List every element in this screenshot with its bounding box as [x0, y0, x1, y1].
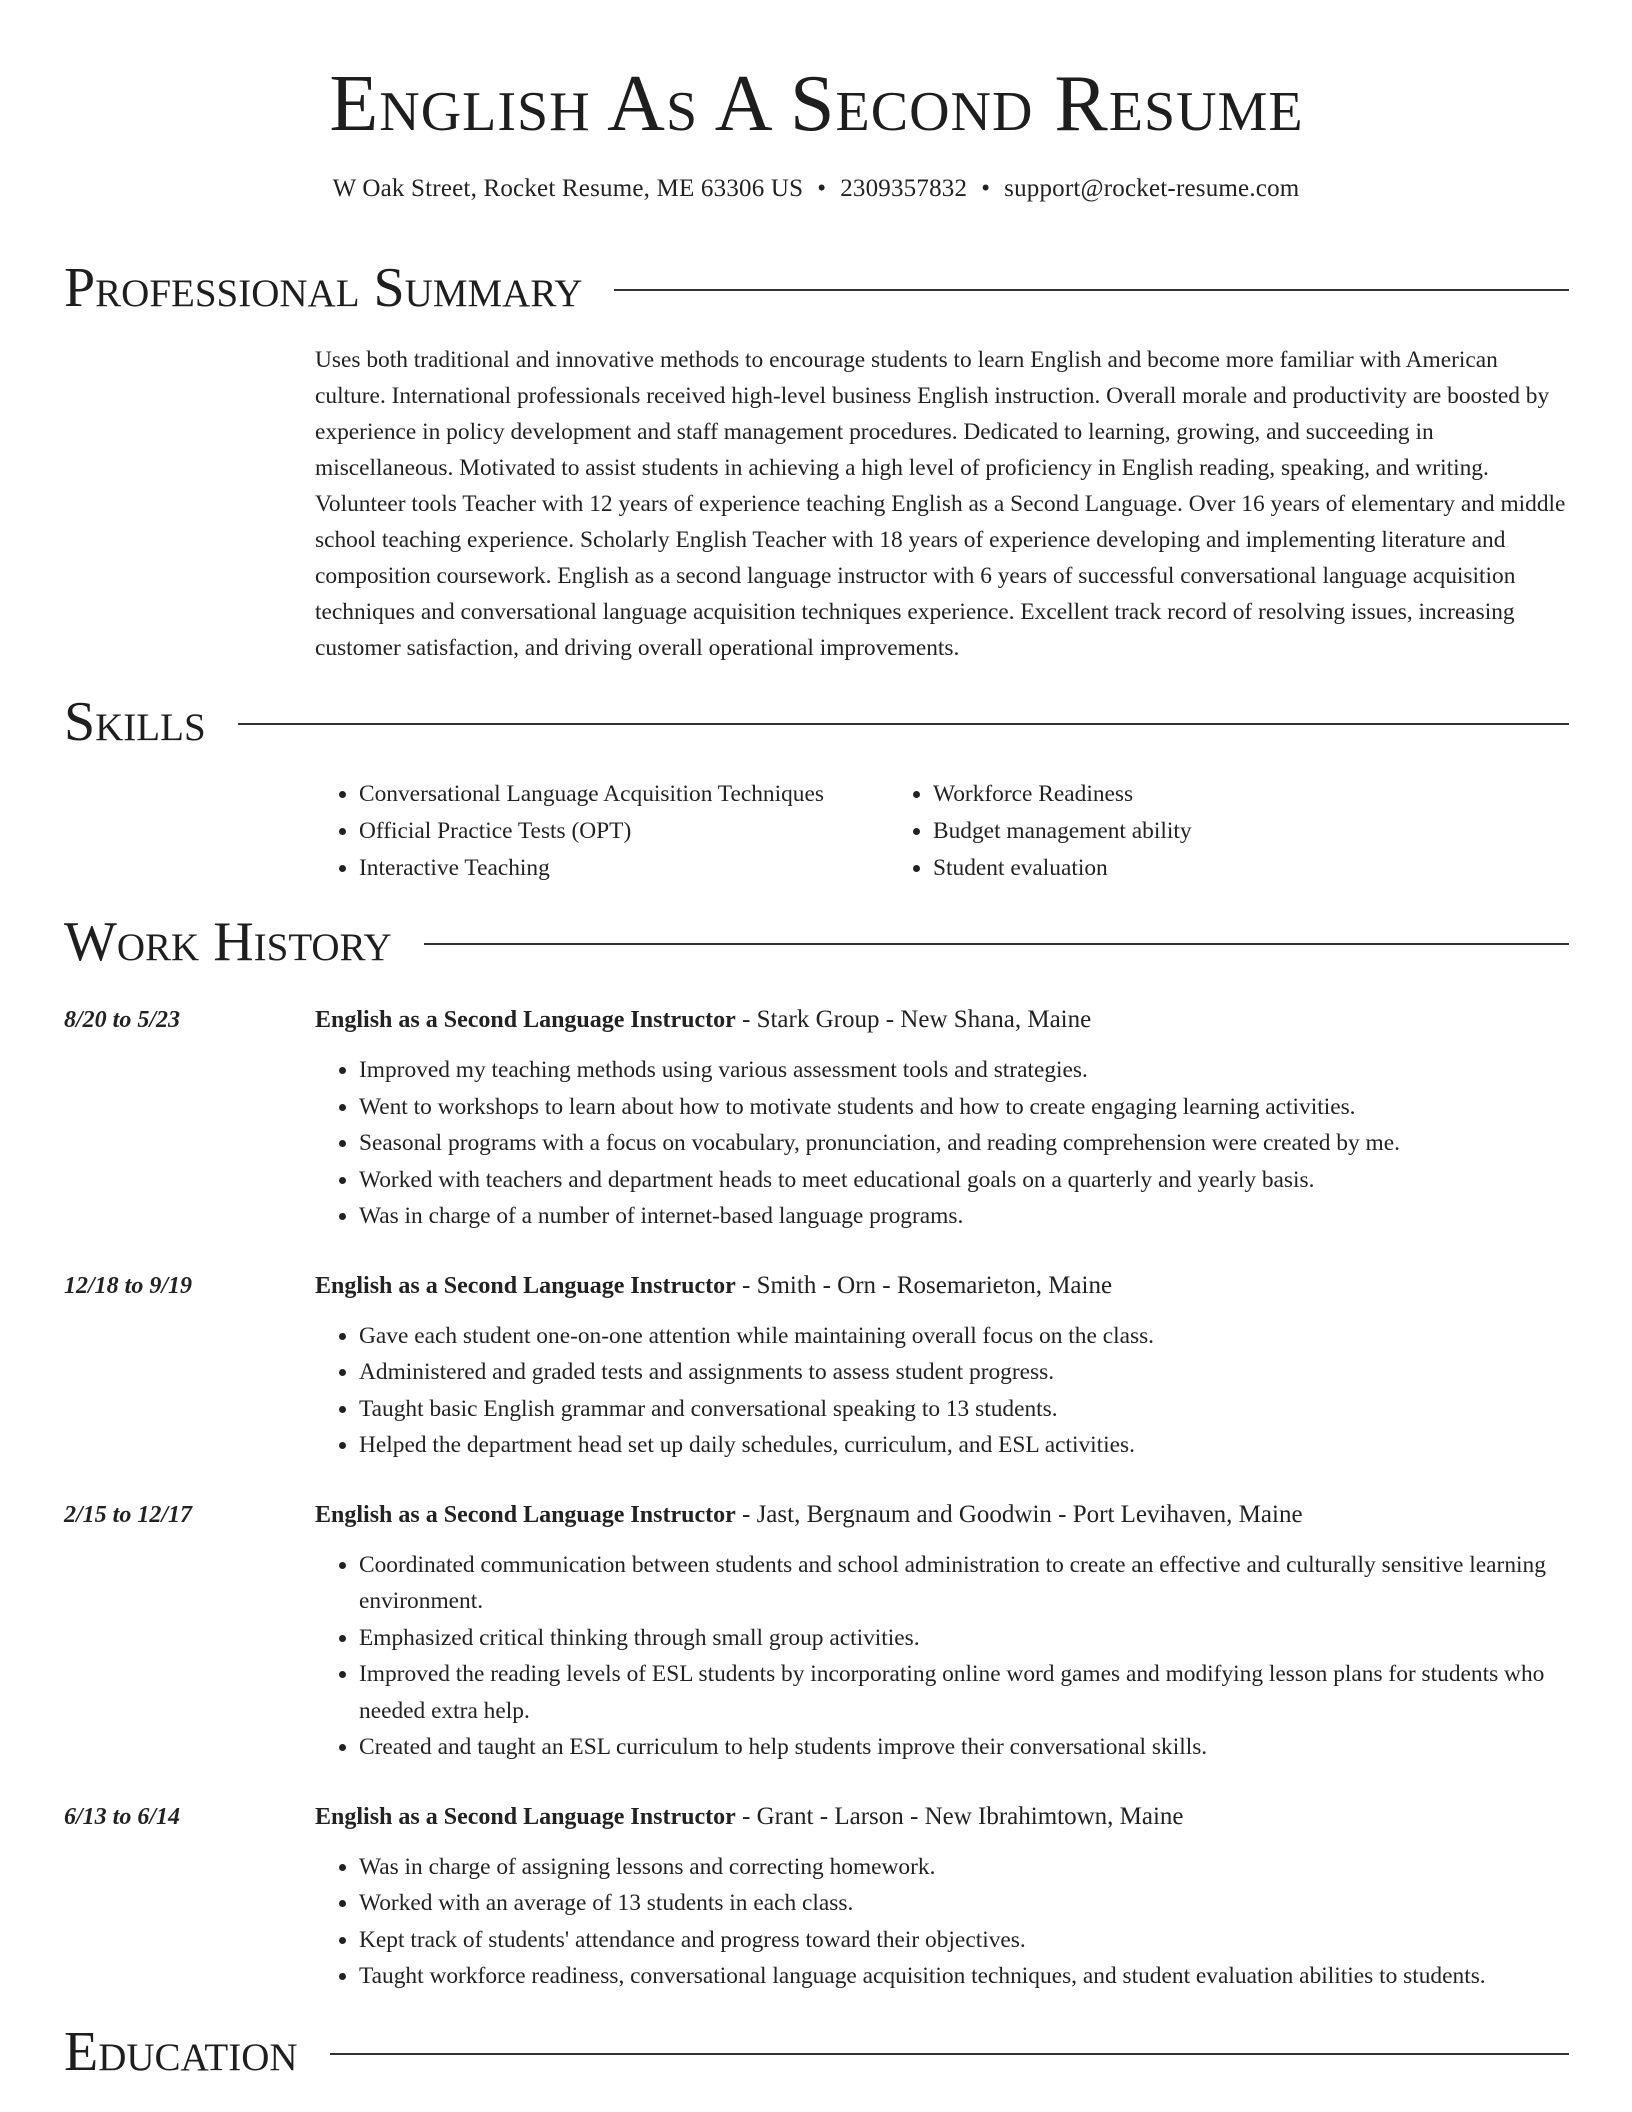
job-heading [315, 1497, 1569, 1533]
contact-email: support@rocket-resume.com [1004, 175, 1300, 202]
job-bullet: • Taught basic English grammar and conversational speaking to 13 students. [359, 1391, 1569, 1428]
job-entry [64, 1002, 1569, 1235]
job-bullets [315, 1052, 1569, 1235]
job-role: English as a Second Language Instructor [315, 1007, 736, 1033]
section-divider [424, 943, 1569, 945]
job-role: English as a Second Language Instructor [315, 1272, 736, 1299]
contact-line [0, 172, 1632, 206]
professional-summary-section [64, 256, 1569, 666]
job-bullet: • Was in charge of a number of internet-based language programs. [359, 1198, 1569, 1235]
skill-item: • Student evaluation [933, 850, 1192, 887]
job-dates: 2/15 to 12/17 [64, 1501, 193, 1528]
job-entry [64, 1268, 1569, 1464]
job-bullet: • Emphasized critical thinking through small group activities. [359, 1620, 1569, 1657]
contact-separator: • [981, 175, 991, 202]
section-divider [614, 289, 1569, 291]
job-body [315, 1002, 1569, 1235]
job-bullet: • Created and taught an ESL curriculum to help students improve their conversational skills. [359, 1729, 1569, 1766]
work-history-section [64, 910, 1569, 1995]
job-employer: - Smith - Orn - Rosemarieton, Maine [735, 1271, 1113, 1299]
job-bullet: • Gave each student one-on-one attention while maintaining overall focus on the class. [359, 1318, 1569, 1355]
job-employer: - Jast, Bergnaum and Goodwin - Port Levihaven, Maine [735, 1500, 1303, 1528]
job-employer: - Grant - Larson - New Ibrahimtown, Maine [735, 1802, 1184, 1830]
job-bullet: • Improved the reading levels of ESL students by incorporating online word games and modifying lesson plans for students who needed extra help. [359, 1656, 1569, 1729]
contact-separator: • [817, 175, 827, 202]
skill-item: • Official Practice Tests (OPT) [359, 813, 889, 850]
skills-grid [315, 776, 1569, 887]
job-bullet: • Improved my teaching methods using various assessment tools and strategies. [359, 1052, 1569, 1089]
job-bullet: • Coordinated communication between students and school administration to create an effective and culturally sensitive learning environment. [359, 1547, 1569, 1620]
section-title: Education [64, 2021, 298, 2083]
job-bullets [315, 1849, 1569, 1995]
section-divider [330, 2053, 1569, 2055]
section-header [64, 2020, 1569, 2084]
job-bullet: • Kept track of students' attendance and progress toward their objectives. [359, 1922, 1569, 1959]
skills-section [64, 690, 1569, 887]
education-section [64, 2020, 1569, 2084]
job-heading [315, 1002, 1569, 1038]
skill-item: • Conversational Language Acquisition Techniques [359, 776, 889, 813]
section-divider [238, 723, 1569, 725]
skill-item: • Workforce Readiness [933, 776, 1192, 813]
summary-text: Uses both traditional and innovative methods to encourage students to learn English and become more familiar with American culture. International professionals received high-level business English instruction. Overall morale and productivity are boosted by experience in policy development and staff management procedures. Dedicated to learning, growing, and succeeding in miscellaneous. Motivated to assist students in achieving a high level of proficiency in English reading, speaking, and writing. Volunteer tools Teacher with 12 years of experience teaching English as a Second Language. Over 16 years of elementary and middle school teaching experience. Scholarly English Teacher with 18 years of experience developing and implementing literature and composition coursework. English as a second language instructor with 6 years of successful conversational language acquisition techniques and conversational language acquisition techniques experience. Excellent track record of resolving issues, increasing customer satisfaction, and driving overall operational improvements. [315, 347, 1566, 661]
job-bullet: • Was in charge of assigning lessons and correcting homework. [359, 1849, 1569, 1886]
job-heading [315, 1799, 1569, 1835]
job-role: English as a Second Language Instructor [315, 1501, 736, 1528]
skill-item: • Interactive Teaching [359, 850, 889, 887]
job-list [64, 1002, 1569, 1995]
section-header [64, 256, 1569, 320]
section-header [64, 690, 1569, 754]
job-heading [315, 1268, 1569, 1304]
job-bullet: • Administered and graded tests and assignments to assess student progress. [359, 1354, 1569, 1391]
job-dates: 6/13 to 6/14 [64, 1803, 181, 1830]
job-dates: 12/18 to 9/19 [64, 1272, 193, 1299]
job-role: English as a Second Language Instructor [315, 1803, 736, 1830]
job-bullet: • Seasonal programs with a focus on vocabulary, pronunciation, and reading comprehension were created by me. [359, 1125, 1569, 1162]
skills-list-right [889, 776, 1192, 887]
job-bullets [315, 1547, 1569, 1766]
job-entry [64, 1799, 1569, 1995]
contact-address: W Oak Street, Rocket Resume, ME 63306 US [332, 175, 804, 202]
job-dates: 8/20 to 5/23 [64, 1007, 181, 1033]
job-bullet: • Worked with an average of 13 students in each class. [359, 1885, 1569, 1922]
skills-list-left [315, 776, 889, 887]
job-body [315, 1799, 1569, 1995]
section-header [64, 910, 1569, 974]
job-bullet: • Taught workforce readiness, conversational language acquisition techniques, and student evaluation abilities to students. [359, 1958, 1569, 1995]
resume-title: English As A Second Resume [329, 60, 1304, 148]
job-body [315, 1497, 1569, 1766]
job-employer: - Stark Group - New Shana, Maine [735, 1006, 1092, 1033]
skill-item: • Budget management ability [933, 813, 1192, 850]
job-bullets [315, 1318, 1569, 1464]
section-title: Professional Summary [64, 257, 583, 319]
section-title: Skills [64, 691, 206, 753]
section-title: Work History [64, 911, 392, 973]
job-bullet: • Helped the department head set up daily schedules, curriculum, and ESL activities. [359, 1427, 1569, 1464]
contact-phone: 2309357832 [840, 175, 968, 202]
job-entry [64, 1497, 1569, 1766]
job-body [315, 1268, 1569, 1464]
job-bullet: • Went to workshops to learn about how to motivate students and how to create engaging learning activities. [359, 1089, 1569, 1126]
job-bullet: • Worked with teachers and department heads to meet educational goals on a quarterly and yearly basis. [359, 1162, 1569, 1199]
